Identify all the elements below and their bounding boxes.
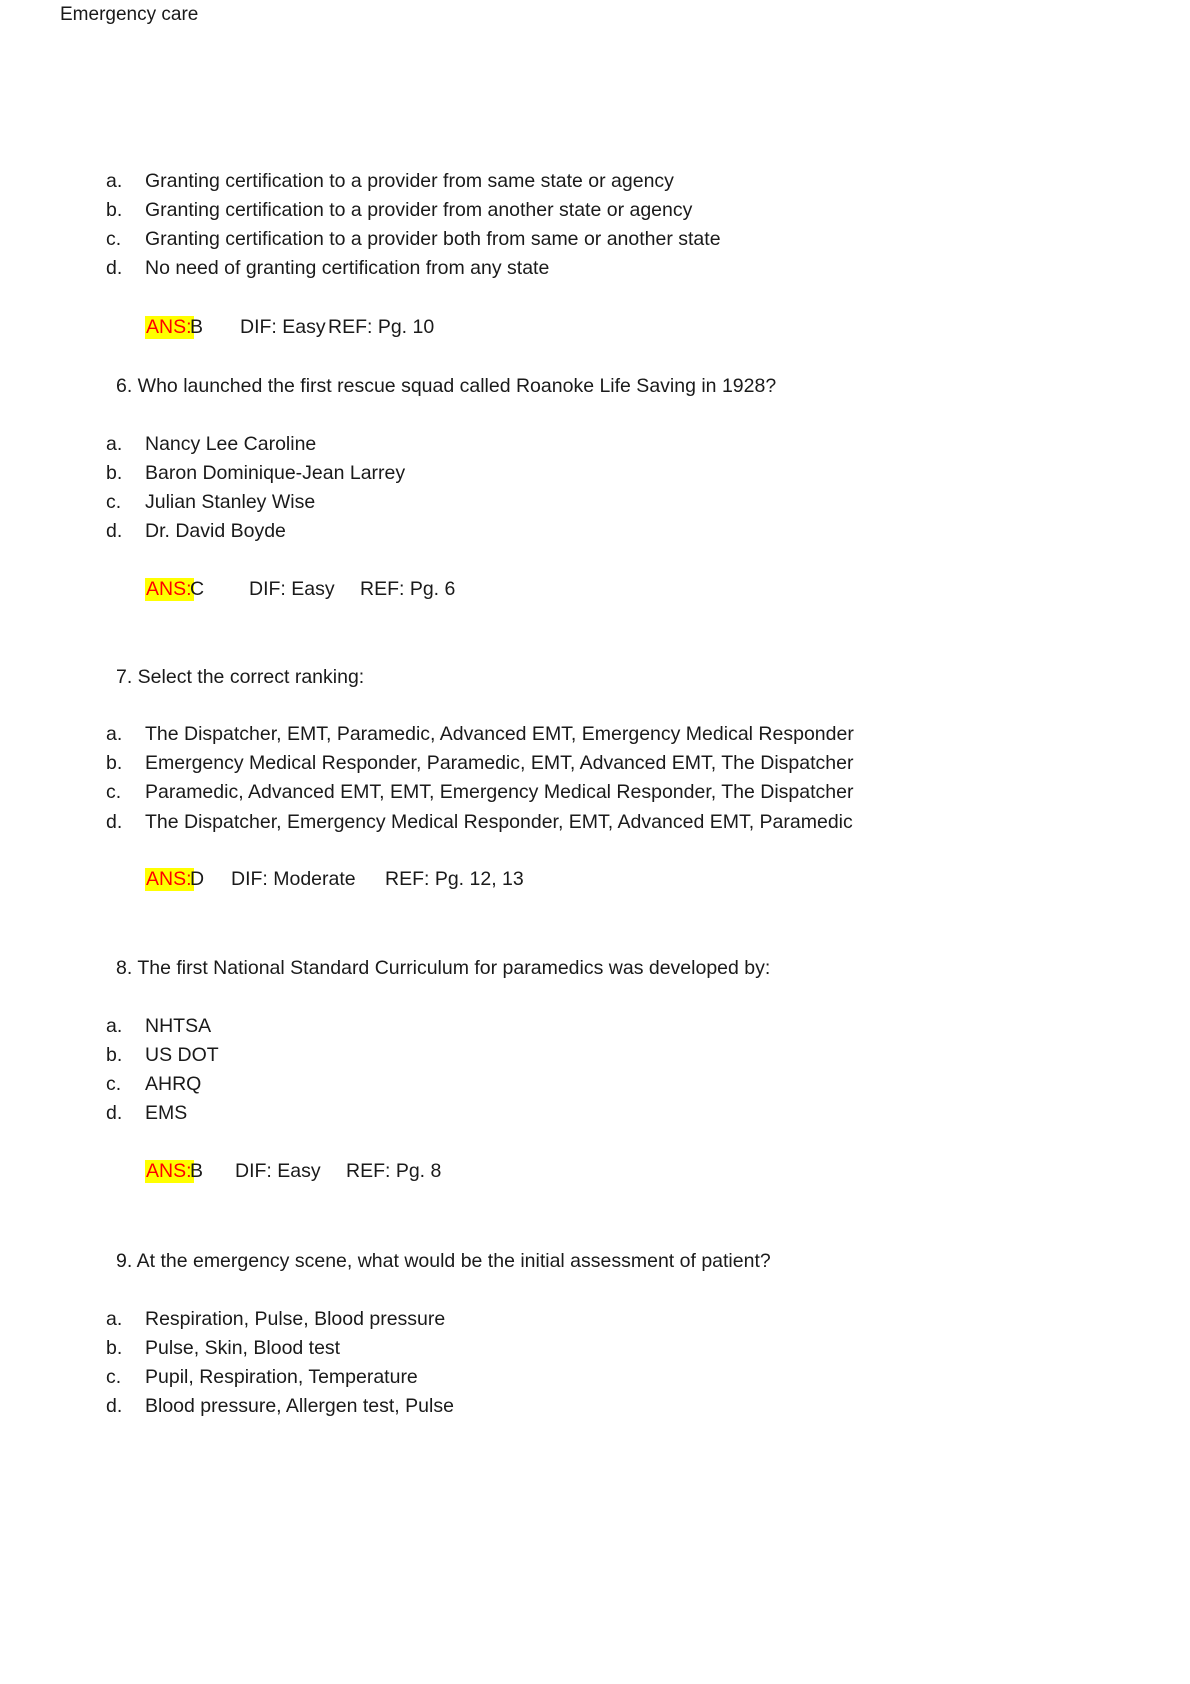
option-letter: b. (106, 462, 123, 484)
option-text: Blood pressure, Allergen test, Pulse (145, 1395, 454, 1417)
option-letter: d. (106, 257, 123, 279)
option-text: Pupil, Respiration, Temperature (145, 1366, 418, 1388)
answer-tag: ANS: (146, 316, 192, 338)
option-letter: c. (106, 1073, 122, 1095)
answer-value: C (190, 578, 205, 600)
question-6: 6. Who launched the first rescue squad called Roanoke Life Saving in 1928? (116, 375, 777, 397)
question-8: 8. The first National Standard Curriculum for paramedics was developed by: (116, 957, 771, 979)
option-text: Emergency Medical Responder, Paramedic, EMT, Advanced EMT, The Dispatcher (145, 752, 854, 774)
option-text: Nancy Lee Caroline (145, 433, 317, 455)
option-text: Baron Dominique-Jean Larrey (145, 462, 406, 484)
answer-tag: ANS: (146, 868, 192, 890)
question-7: 7. Select the correct ranking: (116, 666, 365, 688)
reference: REF: Pg. 8 (346, 1160, 442, 1182)
option-text: The Dispatcher, EMT, Paramedic, Advanced EMT, Emergency Medical Responder (145, 723, 854, 745)
option-text: Pulse, Skin, Blood test (145, 1337, 341, 1359)
option-text: Granting certification to a provider from same state or agency (145, 170, 674, 192)
option-text: Respiration, Pulse, Blood pressure (145, 1308, 446, 1330)
option-letter: a. (106, 1308, 123, 1330)
option-letter: d. (106, 520, 123, 542)
option-letter: b. (106, 1044, 123, 1066)
option-text: Dr. David Boyde (145, 520, 286, 542)
difficulty: DIF: Easy (235, 1160, 321, 1182)
option-letter: a. (106, 1015, 123, 1037)
option-text: US DOT (145, 1044, 219, 1066)
option-letter: c. (106, 491, 122, 513)
answer-tag: ANS: (146, 1160, 192, 1182)
option-letter: d. (106, 1395, 123, 1417)
reference: REF: Pg. 6 (360, 578, 456, 600)
reference: REF: Pg. 12, 13 (385, 868, 524, 890)
difficulty: DIF: Moderate (231, 868, 356, 890)
answer-value: B (190, 316, 204, 338)
option-letter: c. (106, 781, 122, 803)
option-letter: a. (106, 433, 123, 455)
answer-tag: ANS: (146, 578, 192, 600)
option-text: No need of granting certification from any state (145, 257, 550, 279)
option-text: Paramedic, Advanced EMT, EMT, Emergency Medical Responder, The Dispatcher (145, 781, 854, 803)
option-letter: b. (106, 752, 123, 774)
option-letter: b. (106, 1337, 123, 1359)
option-text: Granting certification to a provider both from same or another state (145, 228, 721, 250)
page-header: Emergency care (60, 4, 199, 25)
option-letter: c. (106, 228, 122, 250)
option-text: Granting certification to a provider from another state or agency (145, 199, 693, 221)
option-text: EMS (145, 1102, 188, 1124)
option-text: The Dispatcher, Emergency Medical Responder, EMT, Advanced EMT, Paramedic (145, 811, 853, 833)
option-text: NHTSA (145, 1015, 212, 1037)
option-text: AHRQ (145, 1073, 202, 1095)
option-letter: d. (106, 811, 123, 833)
option-letter: b. (106, 199, 123, 221)
answer-value: B (190, 1160, 204, 1182)
question-9: 9. At the emergency scene, what would be the initial assessment of patient? (116, 1250, 771, 1272)
option-text: Julian Stanley Wise (145, 491, 316, 513)
answer-value: D (190, 868, 205, 890)
difficulty: DIF: Easy (240, 316, 326, 338)
option-letter: a. (106, 723, 123, 745)
option-letter: c. (106, 1366, 122, 1388)
option-letter: d. (106, 1102, 123, 1124)
option-letter: a. (106, 170, 123, 192)
difficulty: DIF: Easy (249, 578, 335, 600)
reference: REF: Pg. 10 (328, 316, 435, 338)
